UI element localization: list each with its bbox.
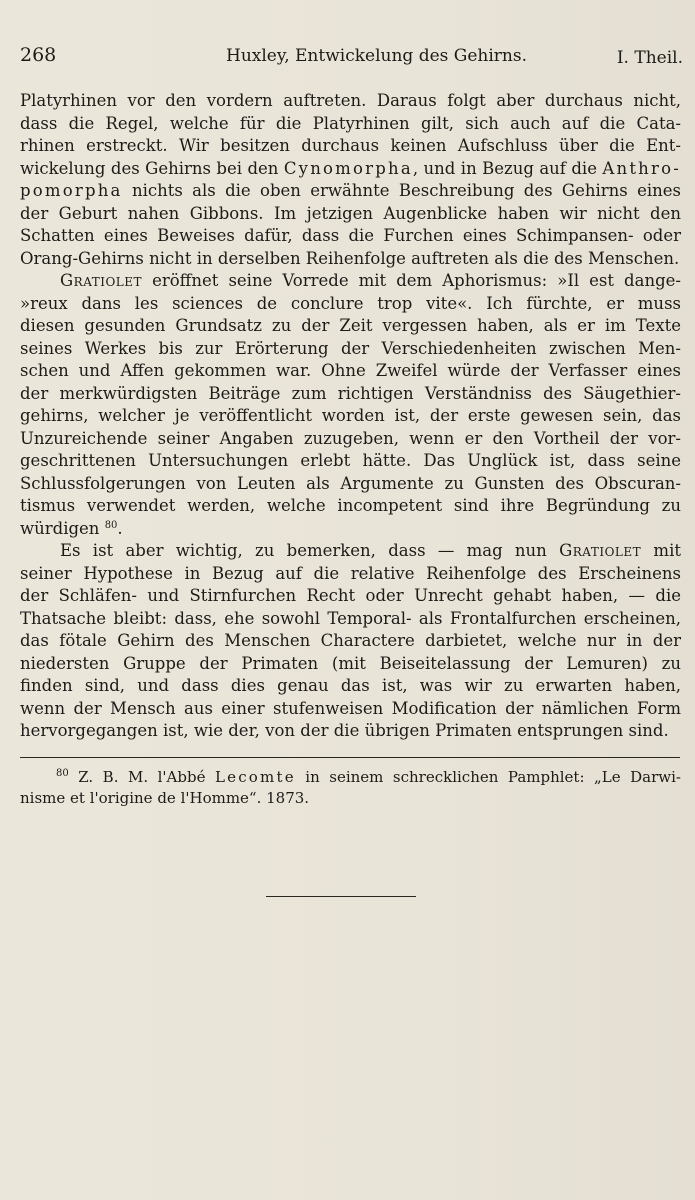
text-line: der Schläfen- und Stirnfurchen Recht oder Unrecht gehabt haben, — die xyxy=(20,586,681,605)
text-line: Thatsache bleibt: dass, ehe sowohl Temporal- als Frontalfurchen erscheinen, xyxy=(20,608,681,628)
text-line: Unzureichende seiner Angaben zuzugeben, wenn er den Vortheil der vor- xyxy=(20,428,681,448)
text-line: seiner Hypothese in Bezug auf die relative Reihenfolge des Erscheinens xyxy=(20,563,681,583)
footnote-ref: 80 xyxy=(104,519,118,531)
spaced-term: Anthro- xyxy=(602,158,681,178)
footnote-marker: 80 xyxy=(56,768,69,779)
text-line: seines Werkes bis zur Erörterung der Verschiedenheiten zwischen Men- xyxy=(20,338,681,358)
footnote-line: nisme et l'origine de l'Homme“. 1873. xyxy=(20,789,310,807)
footnote-line: $^{80}$ Z. B. M. l'Abbé Lecomte in seinem schrecklichen Pamphlet: „Le Darwi- xyxy=(56,768,681,786)
footnote-rule xyxy=(20,757,680,758)
text-line: Platyrhinen vor den vordern auftreten. Daraus folgt aber durchaus nicht, xyxy=(20,91,681,110)
text-line: finden sind, und dass dies genau das ist, was wir zu erwarten haben, xyxy=(20,676,681,695)
text-line: der merkwürdigsten Beiträge zum richtigen Verständniss des Säugethier- xyxy=(20,383,681,403)
main-text xyxy=(20,90,681,743)
text-line: hervorgegangen ist, wie der, von der die übrigen Primaten entsprungen sind. xyxy=(20,721,669,740)
paragraph-start: Gratiolet eröffnet seine Vorrede mit dem Aphorismus: »Il est dange- xyxy=(60,271,681,290)
text-line: diesen gesunden Grundsatz zu der Zeit vergessen haben, als er im Texte xyxy=(20,316,681,335)
running-title: Huxley, Entwickelung des Gehirns. xyxy=(226,46,527,66)
text-line: niedersten Gruppe der Primaten (mit Beiseitelassung der Lemuren) zu xyxy=(20,653,681,673)
section-end-rule xyxy=(266,896,416,897)
text-line: das fötale Gehirn des Menschen Charactere darbietet, welche nur in der xyxy=(20,631,681,650)
text-line: Schatten eines Beweises dafür, dass die Furchen eines Schimpansen- oder xyxy=(20,226,681,245)
text-line: der Geburt nahen Gibbons. Im jetzigen Augenblicke haben wir nicht den xyxy=(20,203,681,223)
text-line: dass die Regel, welche für die Platyrhinen gilt, sich auch auf die Cata- xyxy=(20,113,681,133)
text-line: geschrittenen Untersuchungen erlebt hätte. Das Unglück ist, dass seine xyxy=(20,451,681,470)
text-line: gehirns, welcher je veröffentlicht worden ist, der erste gewesen sein, das xyxy=(20,406,681,425)
author-name: Gratiolet xyxy=(559,541,642,560)
page-number: 268 xyxy=(20,44,57,66)
part-label: I. Theil. xyxy=(616,48,683,68)
text-line: würdigen $^{80}$. xyxy=(20,518,123,538)
paragraph-start: Es ist aber wichtig, zu bemerken, dass — mag nun Gratiolet mit xyxy=(60,541,681,560)
author-name: Lecomte xyxy=(214,768,296,786)
spaced-term: pomorpha xyxy=(20,181,123,200)
author-name: Gratiolet xyxy=(60,271,143,290)
text-line: Orang-Gehirns nicht in derselben Reihenfolge auftreten als die des Menschen. xyxy=(20,248,680,268)
text-line: rhinen erstreckt. Wir besitzen durchaus keinen Aufschluss über die Ent- xyxy=(20,136,681,155)
text-line: tismus verwendet werden, welche incompetent sind ihre Begründung zu xyxy=(20,496,681,515)
text-line: wenn der Mensch aus einer stufenweisen Modification der nämlichen Form xyxy=(20,698,681,718)
text-line: wickelung des Gehirns bei den Cynomorpha, und in Bezug auf die Anthro- xyxy=(20,158,681,178)
spaced-term: Cynomorpha xyxy=(283,158,413,178)
running-header xyxy=(20,44,683,72)
text-line: Schlussfolgerungen von Leuten als Argumente zu Gunsten des Obscuran- xyxy=(20,473,681,493)
text-line: pomorpha nichts als die oben erwähnte Beschreibung des Gehirns eines xyxy=(20,181,681,200)
footnote xyxy=(20,767,681,809)
text-line: schen und Affen gekommen war. Ohne Zweifel würde der Verfasser eines xyxy=(20,361,681,380)
text-line: »reux dans les sciences de conclure trop vite«. Ich fürchte, er muss xyxy=(20,293,681,313)
